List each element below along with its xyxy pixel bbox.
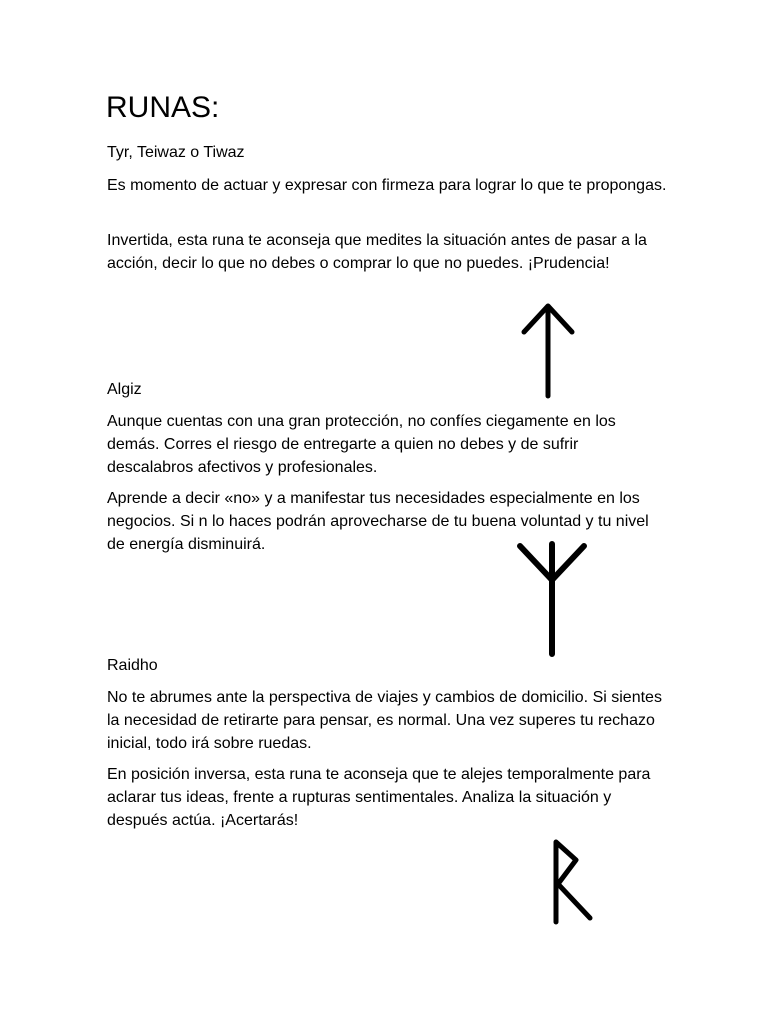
rune-tyr-paragraph-2: Invertida, esta runa te aconseja que medites la situación antes de pasar a la acción, decir lo que no debes o comprar lo que no puedes. ¡Prudencia! bbox=[107, 232, 647, 272]
algiz-rune-icon bbox=[514, 540, 590, 658]
rune-tyr-paragraph-1: Es momento de actuar y expresar con firmeza para lograr lo que te propongas. bbox=[107, 177, 667, 194]
rune-raidho-paragraph-2: En posición inversa, esta runa te aconseja que te alejes temporalmente para aclarar tus ideas, frente a rupturas sentimentales. Analiza la situación y después actúa. ¡Acertarás! bbox=[107, 766, 651, 829]
rune-algiz-paragraph-1: Aunque cuentas con una gran protección, no confíes ciegamente en los demás. Corres el riesgo de entregarte a quien no debes y de sufrir descalabros afectivos y profesionales. bbox=[107, 413, 616, 476]
rune-raidho-paragraph-1: No te abrumes ante la perspectiva de viajes y cambios de domicilio. Si sientes la necesidad de retirarte para pensar, es normal. Una vez superes tu rechazo inicial, todo irá sobre ruedas. bbox=[107, 689, 662, 752]
rune-name-algiz: Algiz bbox=[107, 381, 142, 398]
raidho-rune-icon bbox=[548, 836, 598, 926]
rune-name-tyr: Tyr, Teiwaz o Tiwaz bbox=[107, 144, 245, 161]
rune-name-raidho: Raidho bbox=[107, 657, 158, 674]
page-title: RUNAS: bbox=[106, 91, 220, 124]
rune-algiz-paragraph-2: Aprende a decir «no» y a manifestar tus necesidades especialmente en los negocios. Si n lo haces podrán aprovecharse de tu buena voluntad y tu nivel de energía disminuirá. bbox=[107, 490, 649, 553]
